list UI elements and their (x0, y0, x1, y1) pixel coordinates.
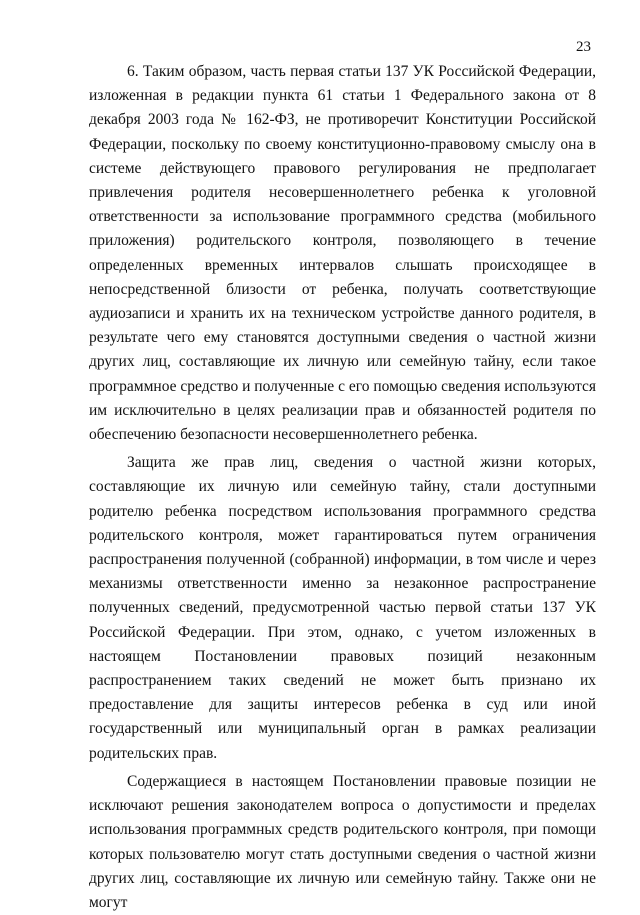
paragraph-legal-positions: Содержащиеся в настоящем Постановлении правовые позиции не исключают решения законодателем вопроса о допустимости и пределах использования программных средств родительского контроля, при помощи которых пользователю могут стать доступными сведения о частной жизни других лиц, составляющие их личную или семейную тайну. Также они не могут (89, 772, 596, 911)
document-body (89, 60, 596, 915)
page-number: 23 (576, 39, 591, 55)
paragraph-rights-protection: Защита же прав лиц, сведения о частной жизни которых, составляющие их личную или семейную тайну, стали доступными родителю ребенка посредством использования программного средства родительского контроля, может гарантироваться путем ограничения распространения полученной (собранной) информации, в том числе и через механизмы ответственности именно за незаконное распространение полученных сведений, предусмотренной частью первой статьи 137 УК Российской Федерации. При этом, однако, с учетом изложенных в настоящем Постановлении правовых позиций незаконным распространением таких сведений не может быть признано их предоставление для защиты интересов ребенка в суд или иной государственный или муниципальный орган в рамках реализации родительских прав. (89, 454, 596, 762)
paragraph-6-conclusion: 6. Таким образом, часть первая статьи 137 УК Российской Федерации, изложенная в редакции пункта 61 статьи 1 Федерального закона от 8 декабря 2003 года № 162-ФЗ, не противоречит Конституции Российской Федерации, поскольку по своему конституционно-правовому смыслу она в системе действующего правового регулирования не предполагает привлечения родителя несовершеннолетнего ребенка к уголовной ответственности за использование программного средства (мобильного приложения) родительского контроля, позволяющего в течение определенных временных интервалов слышать происходящее в непосредственной близости от ребенка, получать соответствующие аудиозаписи и хранить их на техническом устройстве данного родителя, в результате чего ему становятся доступными сведения о частной жизни других лиц, составляющие их личную или семейную тайну, если такое программное средство и полученные с его помощью сведения используются им исключительно в целях реализации прав и обязанностей родителя по обеспечению безопасности несовершеннолетнего ребенка. (89, 63, 596, 444)
